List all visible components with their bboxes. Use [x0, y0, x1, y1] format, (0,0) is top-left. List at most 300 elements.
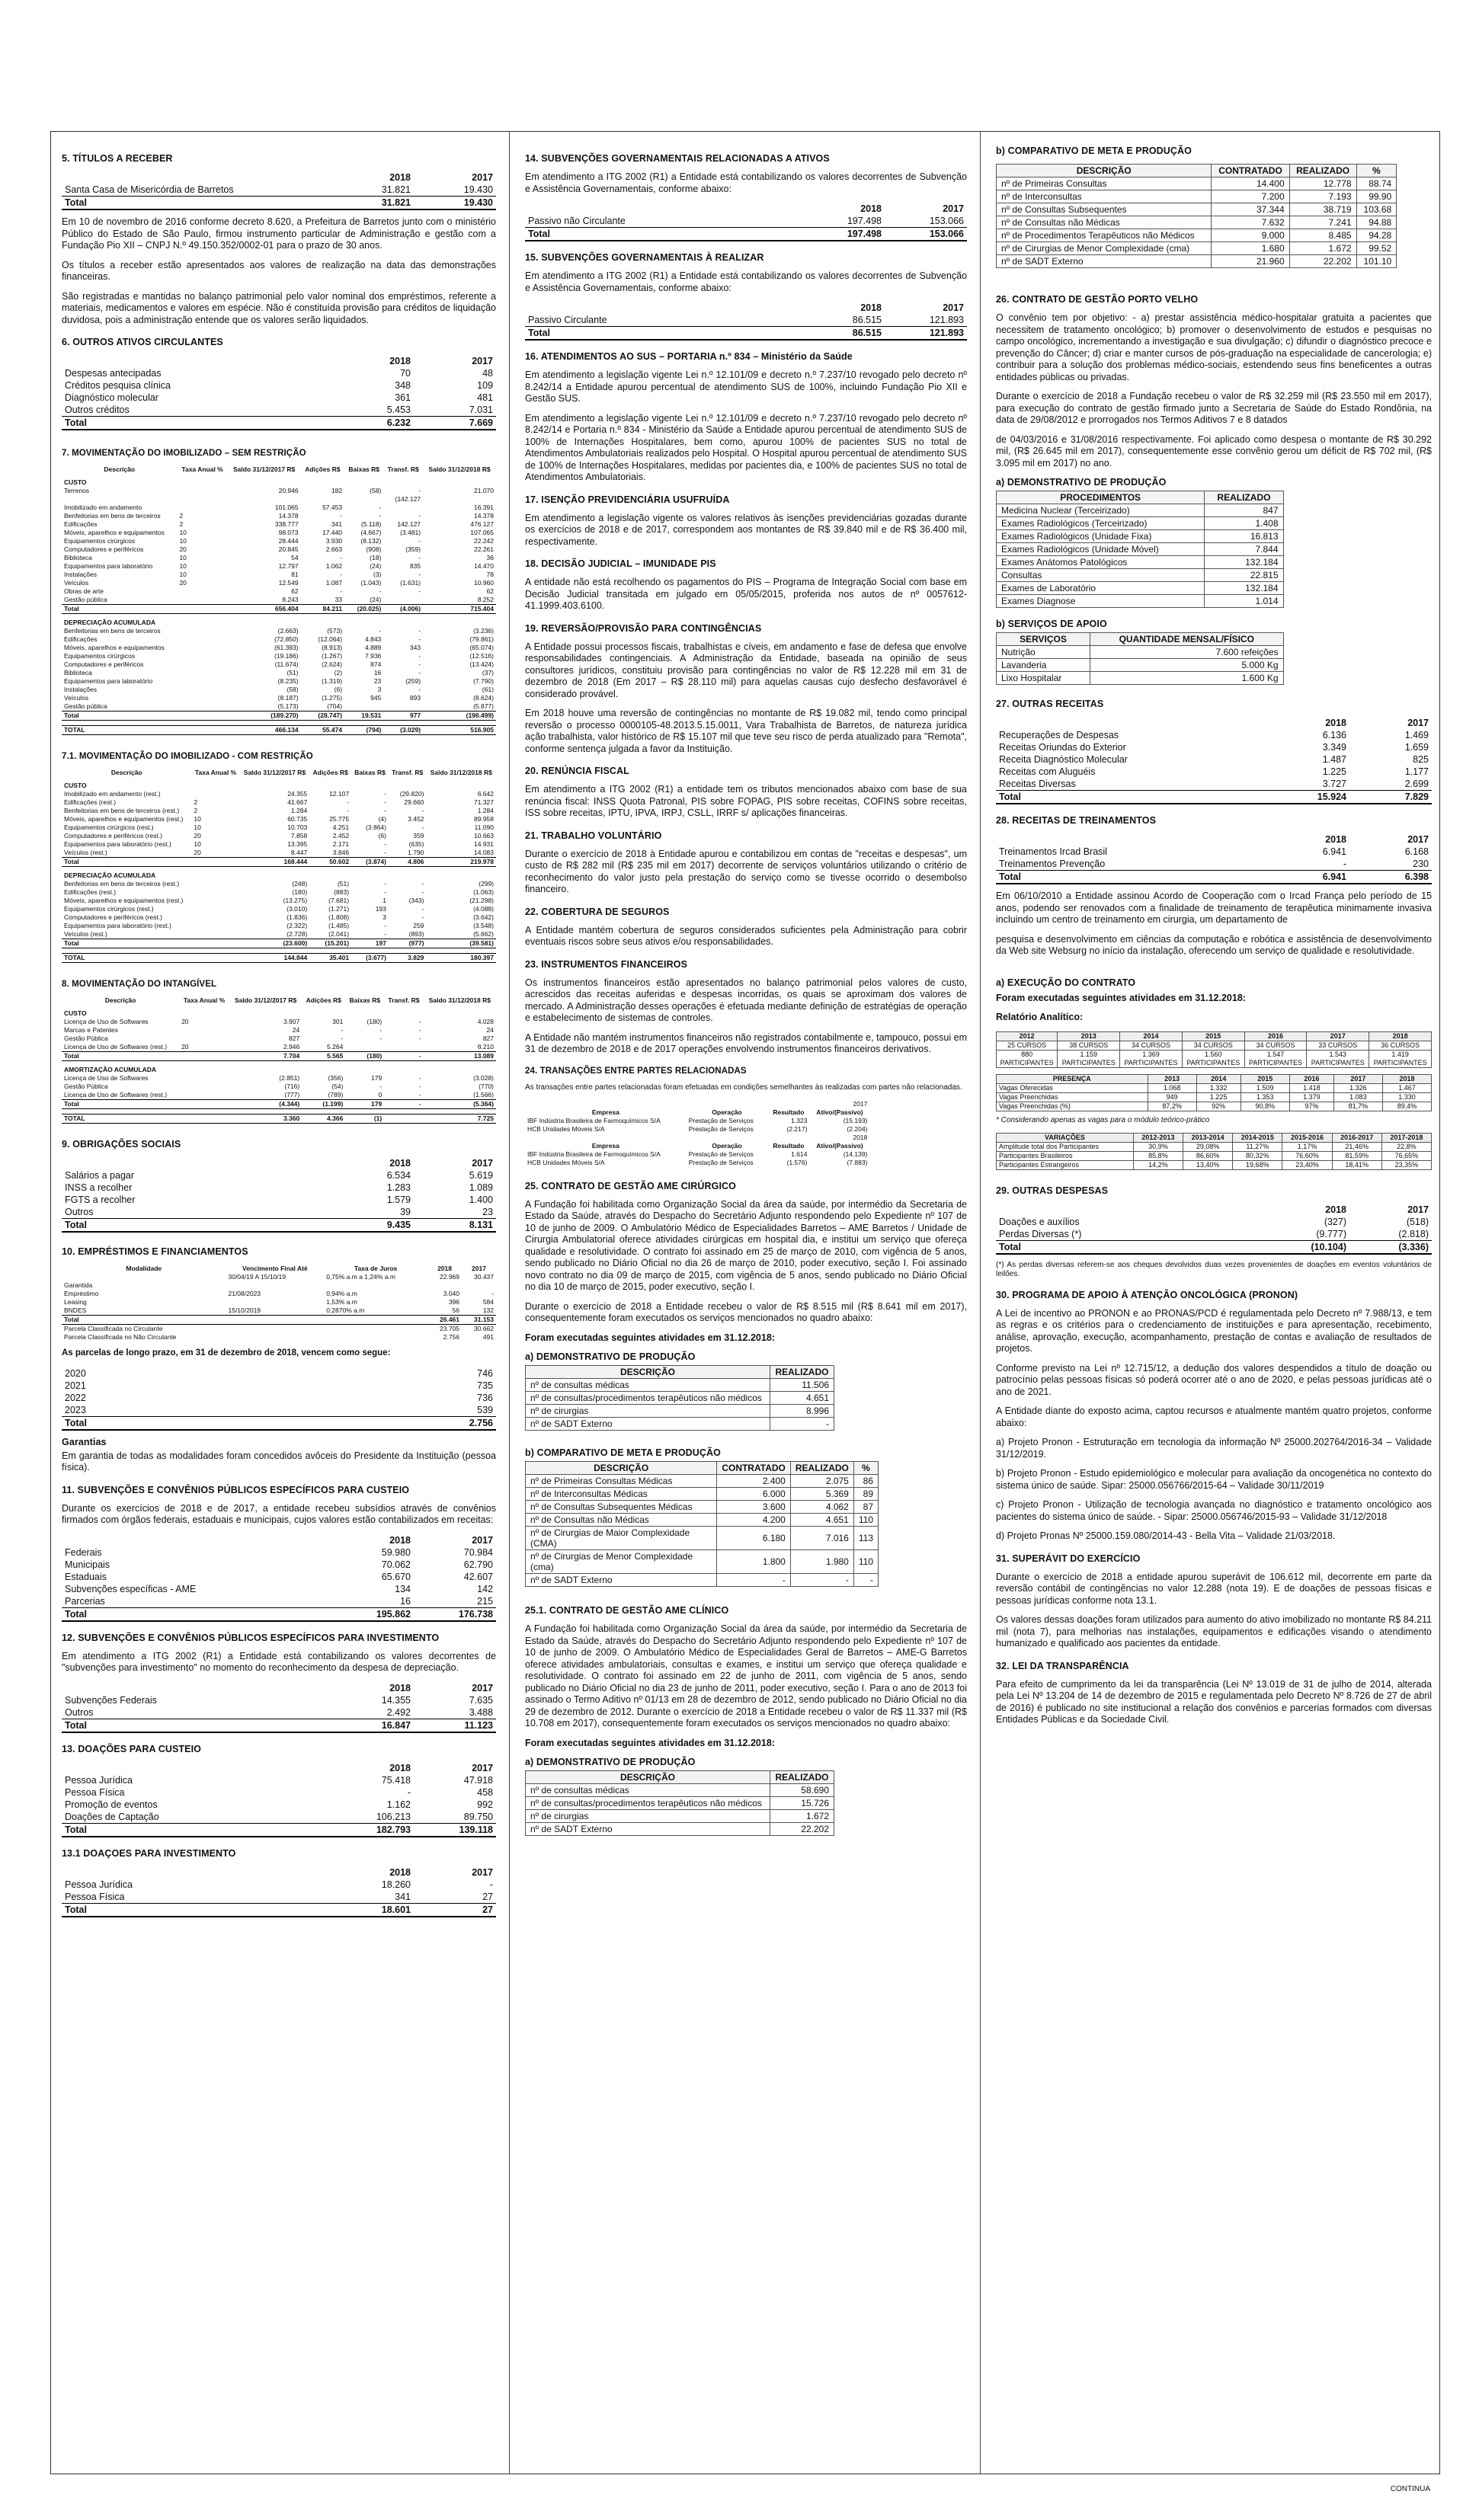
table-row — [62, 545, 496, 554]
table-cell: Total — [62, 1607, 331, 1621]
table-row — [62, 1169, 496, 1182]
table-cell: (4.344) — [229, 1100, 302, 1109]
table-row — [62, 1571, 496, 1583]
table-cell — [423, 495, 496, 504]
table-cell: 13.395 — [287, 840, 308, 848]
table-cell: 3.488 — [414, 1706, 496, 1719]
table-cell: (15.193) — [843, 1116, 868, 1124]
table-row — [62, 1083, 496, 1091]
table-row — [996, 791, 1432, 804]
table-cell: - — [418, 554, 421, 561]
table-cell: 1.089 — [469, 1182, 493, 1193]
table-cell: 20 — [179, 545, 187, 553]
paragraph: Durante o exercício de 2018 a Entidade recebeu o valor de R$ 8.515 mil (R$ 8.641 mil em 2017), consequentemente foram executados os serviços mencionados no quadro abaixo: — [525, 1300, 967, 1323]
section-title: 23. INSTRUMENTOS FINANCEIROS — [525, 958, 688, 970]
table-cell: 30.437 — [474, 1273, 494, 1281]
table-cell: - — [418, 571, 421, 578]
table-cell: 825 — [1413, 754, 1429, 765]
table-cell: 219.978 — [426, 858, 496, 867]
table-cell: Federais — [65, 1546, 102, 1558]
table-cell: Terrenos — [64, 487, 90, 494]
table-cell: (21.298) — [469, 897, 494, 904]
table-header-cell: Taxa de Juros — [354, 1265, 398, 1272]
table-cell: (3.236) — [473, 627, 494, 635]
table-cell: 14.083 — [474, 849, 494, 856]
section-title: 27. OUTRAS RECEITAS — [996, 699, 1104, 709]
table-header-cell: 2018 — [1325, 1204, 1346, 1215]
table-cell: 37.344 — [1212, 203, 1289, 216]
table-cell: 55.474 — [301, 726, 344, 735]
table-header-cell: Operação — [712, 1108, 742, 1116]
table-cell: Estaduais — [65, 1571, 107, 1582]
table-cell — [191, 922, 239, 930]
table-cell: 1.800 — [717, 1550, 791, 1574]
table-cell: Passivo Circulante — [528, 315, 607, 325]
table-cell — [179, 1035, 229, 1043]
table-cell: Pessoa Física — [65, 1891, 125, 1902]
section-title: 25.1. CONTRATO DE GESTÃO AME CLÍNICO — [525, 1605, 729, 1616]
table-row — [62, 1762, 496, 1774]
table-cell: 31.153 — [462, 1316, 496, 1325]
table-cell: 16 — [331, 1595, 414, 1608]
paragraph: Durante o exercício de 2018 a Fundação recebeu o valor de R$ 32.259 mil (R$ 23.550 mil em 2017), para execução do contrato de gestão firmado junto a Secretaria de Saúde do Estado Rondônia, na data de 29/08/2012 e prorrogados nos Termos Aditivos 7 e 8 datados — [996, 391, 1432, 425]
table-row — [525, 1100, 869, 1108]
table-row — [62, 652, 496, 660]
table-header-cell — [996, 717, 1267, 729]
table-cell: 106.213 — [331, 1811, 414, 1824]
table-cell: 19.430 — [414, 197, 496, 210]
table-cell: (4.088) — [473, 905, 494, 913]
table-cell: 7.704 — [229, 1052, 302, 1061]
table-row — [997, 659, 1284, 672]
table-cell: Imobilizado em andamento — [64, 504, 142, 511]
table-cell: 78 — [486, 571, 494, 578]
table-row — [62, 171, 496, 184]
paragraph: Em atendimento a ITG 2002 (R1) a Entidade está contabilizando os valores decorrentes de Subvenção e Assistência Governamentais, conforme abaixo: — [525, 270, 967, 293]
table-cell — [177, 644, 227, 652]
table-cell: 39 — [331, 1206, 414, 1219]
table-row — [997, 1031, 1432, 1041]
table-row — [997, 1050, 1432, 1067]
table-cell: - — [421, 880, 424, 887]
table-cell: 1.159 PARTICIPANTES — [1058, 1050, 1120, 1067]
table-row — [62, 1811, 496, 1824]
table-cell: Exames Radiológicos (Terceirizado) — [997, 517, 1205, 530]
table-cell: 8.210 — [477, 1043, 494, 1051]
table-cell: Equipamentos para laboratório (rest.) — [64, 922, 171, 929]
paragraph: Em atendimento a ITG 2002 (R1) a Entidade está contabilizando os valores decorrentes de "subvenções para investimento" no momento do reconhecimento da despesa de depreciação. — [62, 1650, 496, 1673]
table-cell: 2021 — [65, 1380, 86, 1391]
table-cell: Total — [62, 712, 177, 721]
table-header-cell: 2018 — [437, 1265, 452, 1272]
table-header-cell: 2018 — [1382, 1074, 1431, 1083]
table-header-cell: Saldo 31/12/2018 R$ — [428, 996, 491, 1004]
table-cell: Benfeitorias em bens de terceiros — [64, 627, 161, 635]
table-cell: 15/10/2019 — [228, 1306, 261, 1314]
table-cell: 6.534 — [386, 1170, 411, 1181]
table-row — [997, 595, 1284, 608]
ame-cirurgico-producao-table — [525, 1365, 834, 1431]
table-header-cell: 2015-2016 — [1282, 1133, 1332, 1142]
table-cell: 18,41% — [1332, 1160, 1381, 1169]
table-header-cell: 2016-2017 — [1332, 1133, 1381, 1142]
table-cell: nº de cirurgias — [526, 1810, 770, 1823]
table-cell: Total — [62, 1903, 331, 1917]
table-cell: 101.065 — [274, 504, 299, 511]
table-cell: - — [384, 930, 386, 938]
table-header-cell — [996, 1204, 1267, 1216]
table-row — [526, 1475, 879, 1488]
table-cell: 8.252 — [477, 596, 494, 603]
table-cell: (3.028) — [473, 1074, 494, 1082]
table-cell: 1.087 — [325, 579, 343, 587]
table-cell: (789) — [328, 1091, 344, 1099]
table-header-cell: Adições R$ — [306, 996, 341, 1004]
table-cell: 3.930 — [325, 537, 343, 545]
table-cell: 62 — [291, 587, 299, 595]
table-header-cell: Ativo/(Passivo) — [816, 1141, 863, 1150]
table-cell: (6) — [334, 686, 343, 693]
table-row — [997, 504, 1284, 517]
table-cell: 113 — [853, 1527, 878, 1550]
paragraph: Foram executadas seguintes atividades em 31.12.2018: — [525, 1332, 775, 1343]
table-row — [996, 1204, 1432, 1216]
table-cell: Total — [62, 605, 177, 614]
table-cell: 4.806 — [389, 858, 426, 867]
table-cell: Benfeitorias em bens de terceiros — [64, 512, 161, 520]
table-cell: 2.756 — [414, 1416, 496, 1430]
table-cell: 4.366 — [302, 1114, 345, 1124]
table-cell: Equipamentos para laboratório — [64, 677, 153, 685]
table-cell: - — [421, 913, 424, 921]
table-cell: 4.651 — [790, 1514, 853, 1527]
table-header-cell: 2017 — [472, 1158, 493, 1169]
table-cell: 5.619 — [469, 1170, 493, 1181]
table-cell: 41.667 — [287, 798, 308, 806]
table-cell: (794) — [344, 726, 383, 735]
table-cell: 22.202 — [770, 1823, 834, 1836]
table-cell: 301 — [332, 1018, 344, 1025]
table-cell — [177, 504, 227, 512]
paragraph: A Lei de incentivo ao PRONON e ao PRONAS/PCD é regulamentada pelo Decreto nº 7.988/13, e tem as regras e os critérios para o credenciamento de instituições e para apresentação, recebimento, análise, aprovação, execução, acompanhamento, prestação de contas e avaliação de resultados de projetos. — [996, 1307, 1432, 1354]
table-cell — [179, 1100, 229, 1109]
section-title: 15. SUBVENÇÕES GOVERNAMENTAIS À REALIZAR — [525, 252, 764, 263]
imobilizado-restricao-table — [62, 769, 496, 963]
table-cell — [177, 596, 227, 605]
table-header-cell: CONTRATADO — [1212, 165, 1289, 177]
table-header-cell: Empresa — [591, 1141, 619, 1150]
table-cell: Total — [62, 417, 331, 430]
table-row — [526, 1823, 834, 1836]
table-cell: 34 CURSOS — [1182, 1041, 1244, 1050]
ame-clinico-meta-table — [996, 164, 1397, 268]
table-row — [997, 569, 1284, 582]
table-cell: Gestão Pública — [64, 1083, 108, 1090]
table-cell: 12.778 — [1289, 177, 1356, 190]
table-cell: 50.602 — [309, 858, 351, 867]
table-cell: nº de Primeiras Consultas — [997, 177, 1212, 190]
table-cell: 656.404 — [228, 605, 301, 614]
table-cell: 7.829 — [1349, 791, 1432, 804]
table-cell — [383, 504, 423, 512]
table-row — [62, 605, 496, 614]
paragraph: A Fundação foi habilitada como Organização Social da área da saúde, por intermédio da Secretaria de Estado da Saúde, através do Despacho do Secretário Adjunto respondendo pelo Expediente nº 107 de 10 de junho de 2009. O Ambulatório Médico de Especialidades Barretos – AME Barretos / Unidade de Cirurgia Ambulatorial oferece atividades cirúrgicas em hospital dia, e institui um serviço que ofereça qualidade e resolutividade. O contrato foi assinado em 25 de março de 2010, com vigência de 5 anos, sendo publicado no Diário Oficial no dia 26 de março de 2010, poder executivo, seção I. Foi assinado novo contrato no dia 09 de março de 2015, com vigência de 5 anos, sendo publicado no Diário Oficial no dia 10 de março de 2015, poder executivo, seção I. — [525, 1198, 967, 1292]
table-cell: (180) — [292, 888, 308, 896]
table-cell: (3.010) — [287, 905, 308, 913]
table-cell: IBF Indústria Brasileira de Farmoquímicos S/A — [527, 1150, 661, 1158]
table-cell — [177, 605, 227, 614]
table-cell: 132 — [482, 1306, 494, 1314]
table-cell — [177, 686, 227, 694]
table-cell: (2.624) — [322, 660, 343, 668]
table-row — [62, 1265, 496, 1273]
table-cell: nº de SADT Externo — [526, 1574, 717, 1587]
table-row — [62, 1052, 496, 1061]
table-cell: (14.139) — [843, 1150, 868, 1158]
table-cell: (3.481) — [400, 529, 421, 536]
table-header-cell: REALIZADO — [770, 1771, 834, 1784]
table-cell — [177, 627, 227, 635]
table-cell: 20 — [179, 579, 187, 587]
table-cell: 1.680 — [1212, 242, 1289, 255]
table-row — [62, 1298, 496, 1306]
table-cell: Gestão pública — [64, 702, 107, 710]
table-cell: 19.430 — [414, 184, 496, 197]
table-row — [62, 1583, 496, 1595]
table-cell: Computadores e periféricos (rest.) — [64, 913, 162, 921]
table-cell: - — [421, 807, 424, 814]
table-cell: 34 CURSOS — [1244, 1041, 1307, 1050]
table-cell: 86.515 — [802, 327, 885, 341]
table-cell: 94.88 — [1356, 216, 1397, 229]
table-cell: - — [421, 888, 424, 896]
table-cell — [191, 905, 239, 913]
table-cell: 16.847 — [331, 1719, 414, 1732]
table-cell: - — [770, 1418, 834, 1431]
table-header-cell: DESCRIÇÃO — [526, 1366, 770, 1379]
table-cell — [62, 1109, 496, 1114]
column-1 — [51, 132, 504, 2474]
table-cell: 1.332 — [1196, 1083, 1241, 1092]
table-cell: (356) — [328, 1074, 344, 1082]
table-cell: 1.469 — [1404, 730, 1429, 740]
table-cell: 90,8% — [1241, 1102, 1289, 1111]
table-cell: 28.444 — [278, 537, 299, 545]
table-cell: - — [418, 537, 421, 545]
subsection-title: a) DEMONSTRATIVO DE PRODUÇÃO — [525, 1757, 696, 1767]
table-cell: 14.400 — [1212, 177, 1289, 190]
table-cell — [427, 1281, 462, 1290]
table-cell: Créditos pesquisa clínica — [65, 380, 171, 391]
table-cell: 97% — [1289, 1102, 1333, 1111]
table-row — [62, 495, 496, 504]
table-cell: 121.893 — [885, 314, 967, 327]
table-cell: Nutrição — [997, 646, 1090, 659]
table-cell: (58) — [287, 686, 299, 693]
table-cell: - — [418, 660, 421, 668]
table-cell: Veículos (rest.) — [64, 849, 107, 856]
table-cell: Total — [62, 1416, 414, 1430]
table-row — [62, 948, 496, 954]
section-title: 25. CONTRATO DE GESTÃO AME CIRÚRGICO — [525, 1180, 737, 1191]
table-cell: 20 — [181, 1043, 189, 1051]
table-header-cell: REALIZADO — [770, 1366, 834, 1379]
table-header-cell: Descrição — [104, 996, 136, 1004]
table-row — [62, 562, 496, 571]
table-cell: DEPRECIAÇÃO ACUMULADA — [64, 619, 156, 626]
table-cell — [177, 487, 227, 495]
table-cell: 109 — [477, 380, 493, 391]
table-cell: (61) — [482, 686, 494, 693]
table-cell: 10 — [179, 529, 187, 536]
table-cell: (2.851) — [279, 1074, 300, 1082]
table-row — [62, 355, 496, 367]
table-cell: Recuperações de Despesas — [999, 730, 1119, 740]
table-cell: nº de Primeiras Consultas Médicas — [526, 1475, 717, 1488]
table-cell: 22.242 — [474, 537, 494, 545]
table-row — [62, 702, 496, 712]
table-cell: 10 — [179, 562, 187, 570]
table-row — [996, 1240, 1432, 1254]
table-cell: IBF Indústria Brasileira de Farmoquímicos S/A — [527, 1116, 661, 1124]
table-cell: 12.107 — [329, 790, 350, 798]
table-cell: 1,53% a.m — [326, 1298, 357, 1306]
table-cell: (704) — [327, 702, 343, 710]
table-cell: 2017 — [853, 1099, 868, 1108]
table-cell: Municipais — [65, 1559, 110, 1570]
table-cell: Receitas Diversas — [999, 779, 1076, 789]
table-cell: Outros créditos — [65, 405, 130, 415]
table-row — [62, 769, 496, 777]
table-cell: (908) — [366, 545, 382, 553]
table-row — [62, 905, 496, 913]
table-cell: 0,2870% a.m — [326, 1306, 365, 1314]
imobilizado-table — [62, 465, 496, 735]
table-cell: 5.264 — [327, 1043, 344, 1051]
table-row — [525, 203, 967, 215]
table-cell — [191, 888, 239, 897]
table-row — [62, 417, 496, 430]
table-cell: nº de consultas médicas — [526, 1784, 770, 1797]
table-cell: 230 — [1349, 858, 1432, 871]
table-header-cell: PROCEDIMENTOS — [997, 491, 1205, 504]
table-cell: 1.284 — [290, 807, 308, 814]
paragraph: Relatório Analítico: — [996, 1012, 1084, 1022]
table-cell: 2018 — [853, 1133, 868, 1141]
table-header-cell: 2018 — [389, 1866, 411, 1878]
table-cell: 341 — [331, 520, 343, 528]
table-cell: 81 — [291, 571, 299, 578]
table-cell: (28.747) — [301, 712, 344, 721]
table-cell: 87,2% — [1148, 1102, 1196, 1111]
table-cell: (1.199) — [302, 1100, 345, 1109]
table-cell: 19,68% — [1233, 1160, 1282, 1169]
table-cell: 75.418 — [381, 1774, 411, 1786]
table-row — [62, 1157, 496, 1169]
table-row — [62, 1823, 496, 1837]
table-cell: 20 — [194, 849, 201, 856]
table-cell: 10 — [194, 823, 201, 831]
table-cell: (5.173) — [277, 702, 299, 710]
table-header-cell: 2018 — [389, 356, 411, 366]
table-cell: 13.089 — [424, 1052, 496, 1061]
table-header-cell: 2017-2018 — [1381, 1133, 1431, 1142]
table-header-cell: Operação — [712, 1141, 742, 1150]
variacoes-table — [996, 1133, 1432, 1170]
table-cell: (65.074) — [469, 644, 494, 651]
table-cell: 48 — [482, 368, 493, 379]
table-header-cell: 2017 — [943, 302, 964, 313]
table-cell: INSS a recolher — [65, 1182, 133, 1193]
table-cell: - — [384, 922, 386, 929]
table-cell: (716) — [284, 1083, 300, 1090]
table-row — [62, 1559, 496, 1571]
table-cell: 1.379 — [1289, 1092, 1333, 1102]
table-cell: (58) — [370, 487, 382, 494]
table-cell: (573) — [327, 627, 343, 635]
table-header-cell: REALIZADO — [790, 1462, 853, 1475]
table-row — [62, 404, 496, 417]
table-cell: 38.719 — [1289, 203, 1356, 216]
table-cell: 481 — [477, 392, 493, 403]
table-cell: 110 — [853, 1550, 878, 1574]
table-cell: (1.319) — [322, 677, 343, 685]
paragraph: Durante o exercício de 2018 à Entidade apurou e contabilizou em contas de "receitas e despesas", um custo de R$ 282 mil (R$ 235 mil em 2017) decorrente de serviços voluntários utilizando o critério de reconhecimento do valor justo pela prestação do serviço como se tivesse ocorrido o desembolso financeiro. — [525, 848, 967, 894]
table-cell: 20 — [181, 1018, 189, 1025]
table-cell — [179, 1114, 229, 1124]
table-cell: Prestação de Serviços — [688, 1116, 754, 1124]
table-cell: 6.000 — [717, 1488, 791, 1501]
paragraph: a) Projeto Pronon - Estruturação em tecnologia da informação Nº 25000.202764/2016-34 – Validade 31/12/2019. — [996, 1437, 1432, 1460]
table-cell: 70.062 — [381, 1559, 411, 1570]
table-cell: 176.738 — [414, 1607, 496, 1621]
table-cell: 10 — [194, 815, 201, 823]
table-row — [62, 922, 496, 930]
table-cell: 179 — [345, 1100, 384, 1109]
table-header-cell: 2017 — [1407, 1204, 1429, 1215]
table-cell: Total — [996, 1240, 1267, 1254]
table-header-cell: Taxa Anual % — [181, 465, 223, 473]
table-cell: (1.063) — [473, 888, 494, 896]
table-header-cell — [62, 171, 331, 184]
table-cell: 1.419 PARTICIPANTES — [1369, 1050, 1432, 1067]
table-cell: (37) — [482, 669, 494, 676]
table-cell: 16 — [373, 669, 382, 676]
table-cell: Perdas Diversas (*) — [999, 1228, 1082, 1239]
table-cell: 121.893 — [885, 327, 967, 341]
table-cell: 21.960 — [1212, 255, 1289, 268]
table-header-cell: Saldo 31/12/2017 R$ — [234, 996, 297, 1004]
table-cell — [177, 587, 227, 596]
table-cell — [62, 495, 177, 504]
table-cell: 31.821 — [331, 197, 414, 210]
table-cell: (8.132) — [360, 537, 382, 545]
table-row — [62, 1182, 496, 1194]
table-header-cell: % — [853, 1462, 878, 1475]
table-cell: - — [418, 1035, 421, 1042]
table-row — [525, 215, 967, 228]
table-row — [62, 184, 496, 197]
table-row — [525, 1108, 869, 1117]
table-row — [997, 229, 1397, 242]
table-cell: 7.600 refeições — [1090, 646, 1284, 659]
table-cell: (13.424) — [469, 660, 494, 668]
table-cell — [226, 1281, 324, 1290]
section-title: 7.1. MOVIMENTAÇÃO DO IMOBILIZADO - COM RESTRIÇÃO — [62, 752, 313, 761]
table-cell: 736 — [477, 1392, 493, 1403]
table-cell — [345, 1043, 384, 1052]
table-row — [62, 930, 496, 939]
